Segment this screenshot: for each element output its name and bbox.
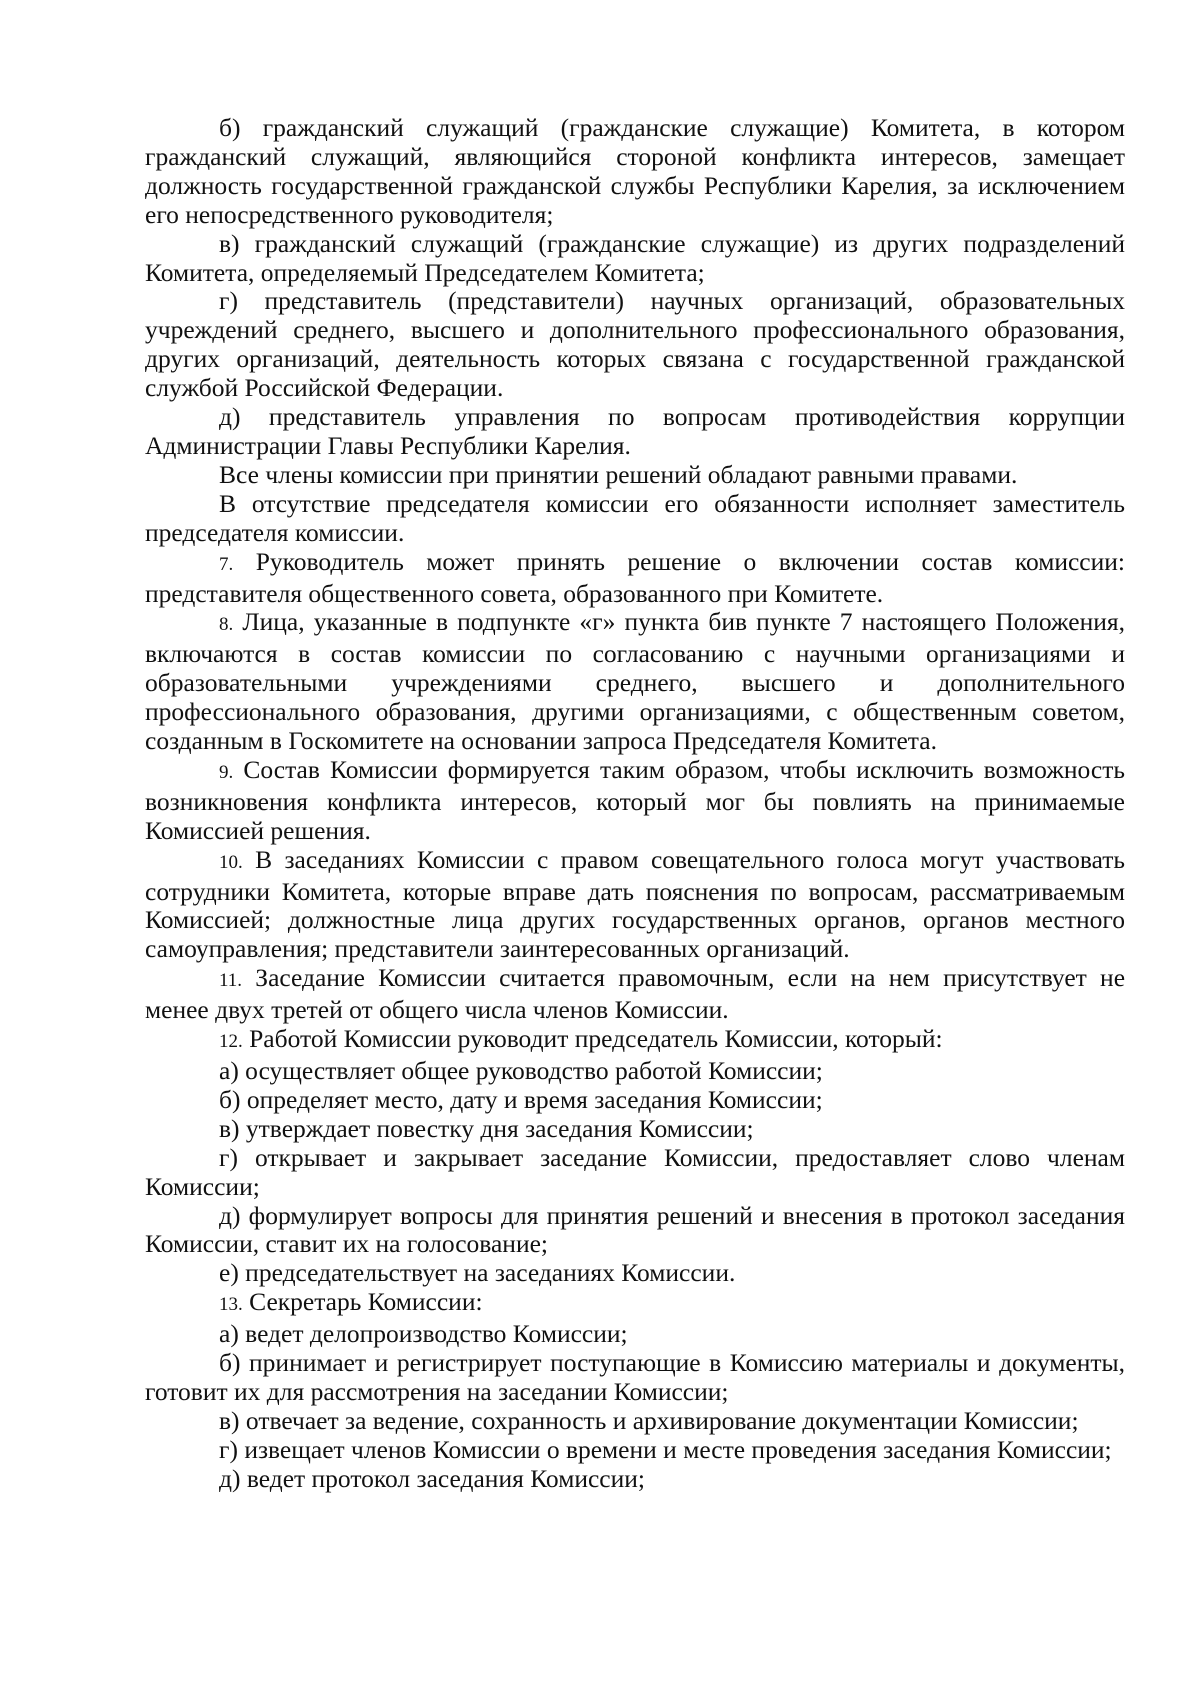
paragraph bbox=[145, 1144, 1125, 1202]
paragraph-text: Заседание Комиссии считается правомочным, если на нем присутствует не менее двух третей от общего числа членов Комиссии. bbox=[145, 963, 1126, 1025]
paragraph bbox=[145, 1115, 1125, 1144]
paragraph bbox=[145, 1407, 1125, 1436]
paragraph bbox=[145, 230, 1125, 288]
paragraph bbox=[145, 548, 1125, 609]
paragraph-text: Работой Комиссии руководит председатель Комиссии, который: bbox=[249, 1024, 943, 1054]
paragraph-text: Все члены комиссии при принятии решений обладают равными правами. bbox=[219, 459, 1018, 489]
paragraph bbox=[145, 846, 1125, 965]
paragraph-text: Состав Комиссии формируется таким образом, чтобы исключить возможность возникновения конфликта интересов, который мог бы повлиять на принимаемые Комиссией решения. bbox=[145, 754, 1126, 845]
paragraph-text: б) определяет место, дату и время заседания Комиссии; bbox=[219, 1084, 823, 1114]
paragraph-text: е) председательствует на заседаниях Комиссии. bbox=[219, 1258, 736, 1288]
paragraph-number: 12. bbox=[219, 1031, 243, 1053]
paragraph-text: г) представитель (представители) научных организаций, образовательных учреждений среднего, высшего и дополнительного профессионального образования, других организаций, деятельность которых связана с государственной гражданской службой Российской Федерации. bbox=[145, 286, 1125, 403]
paragraph-text: б) гражданский служащий (гражданские служащие) Комитета, в котором гражданский служащий, являющийся стороной конфликта интересов, замещает должность государственной гражданской службы Республики Карелия, за исключением его непосредственного руководителя; bbox=[145, 113, 1125, 229]
paragraph bbox=[145, 1320, 1125, 1349]
paragraph-text: г) извещает членов Комиссии о времени и месте проведения заседания Комиссии; bbox=[219, 1434, 1112, 1464]
paragraph bbox=[145, 608, 1125, 756]
paragraph bbox=[145, 1288, 1125, 1320]
paragraph-text: а) ведет делопроизводство Комиссии; bbox=[219, 1319, 628, 1349]
paragraph-text: Руководитель может принять решение о включении состав комиссии: представителя общественного совета, образованного при Комитете. bbox=[145, 546, 1125, 608]
paragraph-number: 10. bbox=[219, 851, 243, 873]
paragraph bbox=[145, 490, 1125, 548]
paragraph-text: Лица, указанные в подпункте «г» пункта бив пункте 7 настоящего Положения, включаются в состав комиссии по согласованию с научными организациями и образовательными учреждениями среднего, высшего и дополнительного профессионального образования, другими организациями, с общественным советом, созданным в Госкомитете на основании запроса Председателя Комитета. bbox=[145, 607, 1126, 756]
paragraph bbox=[145, 403, 1125, 461]
document-page bbox=[145, 114, 1125, 1494]
paragraph bbox=[145, 461, 1125, 490]
paragraph-text: В заседаниях Комиссии с правом совещательного голоса могут участвовать сотрудники Комитета, которые вправе дать пояснения по вопросам, рассматриваемым Комиссией; должностные лица других государственных органов, органов местного самоуправления; представители заинтересованных организаций. bbox=[145, 844, 1126, 964]
paragraph bbox=[145, 1086, 1125, 1115]
paragraph-number: 7. bbox=[219, 553, 234, 575]
paragraph-text: в) утверждает повестку дня заседания Комиссии; bbox=[219, 1113, 754, 1143]
paragraph-text: г) открывает и закрывает заседание Комиссии, предоставляет слово членам Комиссии; bbox=[145, 1142, 1125, 1201]
paragraph-number: 9. bbox=[219, 761, 234, 783]
paragraph-text: В отсутствие председателя комиссии его обязанности исполняет заместитель председателя комиссии. bbox=[145, 488, 1125, 547]
paragraph bbox=[145, 1057, 1125, 1086]
paragraph bbox=[145, 1465, 1125, 1494]
paragraph bbox=[145, 1259, 1125, 1288]
paragraph-number: 13. bbox=[219, 1294, 243, 1316]
paragraph-text: д) представитель управления по вопросам противодействия коррупции Администрации Главы Республики Карелия. bbox=[145, 402, 1125, 460]
paragraph-number: 11. bbox=[219, 970, 243, 992]
paragraph bbox=[145, 964, 1125, 1025]
paragraph bbox=[145, 756, 1125, 846]
paragraph-text: д) формулирует вопросы для принятия решений и внесения в протокол заседания Комиссии, ставит их на голосование; bbox=[145, 1200, 1125, 1259]
paragraph-text: в) отвечает за ведение, сохранность и архивирование документации Комиссии; bbox=[219, 1405, 1079, 1435]
paragraph-text: б) принимает и регистрирует поступающие в Комиссию материалы и документы, готовит их для рассмотрения на заседании Комиссии; bbox=[145, 1348, 1125, 1406]
paragraph bbox=[145, 287, 1125, 403]
paragraph bbox=[145, 1025, 1125, 1057]
paragraph-text: в) гражданский служащий (гражданские служащие) из других подразделений Комитета, определяемый Председателем Комитета; bbox=[145, 228, 1125, 287]
paragraph bbox=[145, 114, 1125, 230]
paragraph bbox=[145, 1202, 1125, 1260]
paragraph bbox=[145, 1436, 1125, 1465]
paragraph-text: д) ведет протокол заседания Комиссии; bbox=[219, 1463, 645, 1493]
paragraph-number: 8. bbox=[219, 614, 234, 636]
paragraph-text: а) осуществляет общее руководство работой Комиссии; bbox=[219, 1056, 823, 1085]
paragraph bbox=[145, 1349, 1125, 1407]
paragraph-text: Секретарь Комиссии: bbox=[249, 1287, 483, 1317]
